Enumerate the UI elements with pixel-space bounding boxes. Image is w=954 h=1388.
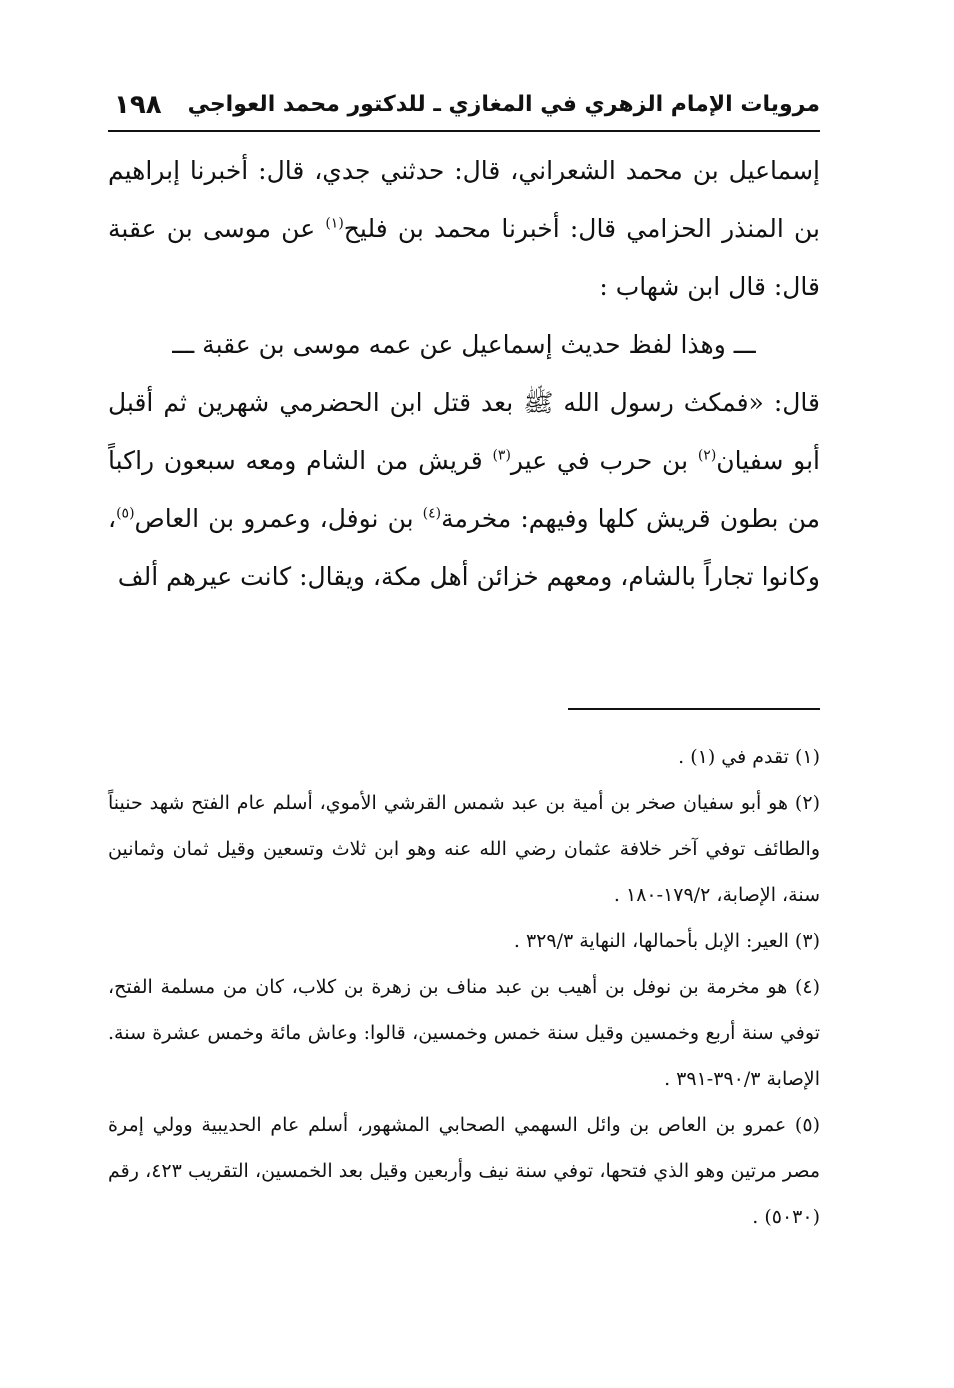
running-header bbox=[108, 86, 820, 132]
paragraph-narration bbox=[108, 374, 820, 606]
text-segment: ، وكانوا تجاراً بالشام، ومعهم خزائن أهل مكة، ويقال: كانت عيرهم ألف bbox=[108, 504, 820, 591]
footnote-ref-2: (٢) bbox=[697, 447, 717, 464]
text-segment: بن نوفل، وعمرو بن العاص bbox=[134, 504, 423, 533]
paragraph-isnad bbox=[108, 142, 820, 316]
footnotes bbox=[108, 734, 820, 1240]
main-text bbox=[108, 142, 820, 606]
footnote-separator bbox=[568, 708, 820, 710]
footnote-ref-3: (٣) bbox=[492, 447, 511, 464]
paragraph-note: ـــ وهذا لفظ حديث إسماعيل عن عمه موسى بن عقبة ـــ bbox=[172, 330, 756, 359]
text-segment: بن حرب في عير bbox=[510, 446, 698, 475]
page-number: ١٩٨ bbox=[114, 90, 162, 120]
footnote-5: (٥) عمرو بن العاص بن وائل السهمي الصحابي المشهور، أسلم عام الحديبية وولي إمرة مصر مرتين وهو الذي فتحها، توفي سنة نيف وأربعين وقيل بعد الخمسين، التقريب ٤٢٣، رقم (٥٠٣٠) . bbox=[108, 1114, 820, 1228]
text-segment: قال: «فمكث رسول الله ﷺ بعد قتل ابن الحضرمي شهرين ثم أقبل أبو سفيان bbox=[108, 388, 820, 475]
text-segment: عن موسى بن عقبة قال: قال ابن شهاب : bbox=[108, 214, 820, 301]
text-segment: إسماعيل بن محمد الشعراني، قال: حدثني جدي، قال: أخبرنا إبراهيم بن المنذر الحزامي قال: أخبرنا محمد بن فليح bbox=[108, 156, 821, 243]
footnote-2: (٢) هو أبو سفيان صخر بن أمية بن عبد شمس القرشي الأموي، أسلم عام الفتح شهد حنيناً والطائف توفي آخر خلافة عثمان رضي الله عنه وهو ابن ثلاث وتسعين وقيل ثمان وثمانين سنة، الإصابة، ١٧٩/٢-١٨٠ . bbox=[108, 792, 820, 906]
footnote-4: (٤) هو مخرمة بن نوفل بن أهيب بن عبد مناف بن زهرة بن كلاب، كان من مسلمة الفتح، توفي سنة أربع وخمسين وقيل سنة خمس وخمسين، قالوا: وعاش مائة وخمس عشرة سنة. الإصابة ٣٩٠/٣-٣٩١ . bbox=[108, 976, 820, 1090]
footnote-ref-4: (٤) bbox=[422, 505, 442, 522]
footnote-ref-1: (١) bbox=[325, 215, 344, 232]
footnote-ref-5: (٥) bbox=[116, 505, 135, 522]
footnote-1: (١) تقدم في (١) . bbox=[678, 746, 820, 768]
text-segment: قريش من الشام ومعه سبعون راكباً من بطون قريش كلها وفيهم: مخرمة bbox=[108, 446, 821, 533]
footnote-3: (٣) العير: الإبل بأحمالها، النهاية ٣٢٩/٣ . bbox=[513, 930, 820, 952]
header-title: مرويات الإمام الزهري في المغازي ـ للدكتور محمد العواجي bbox=[187, 92, 820, 117]
